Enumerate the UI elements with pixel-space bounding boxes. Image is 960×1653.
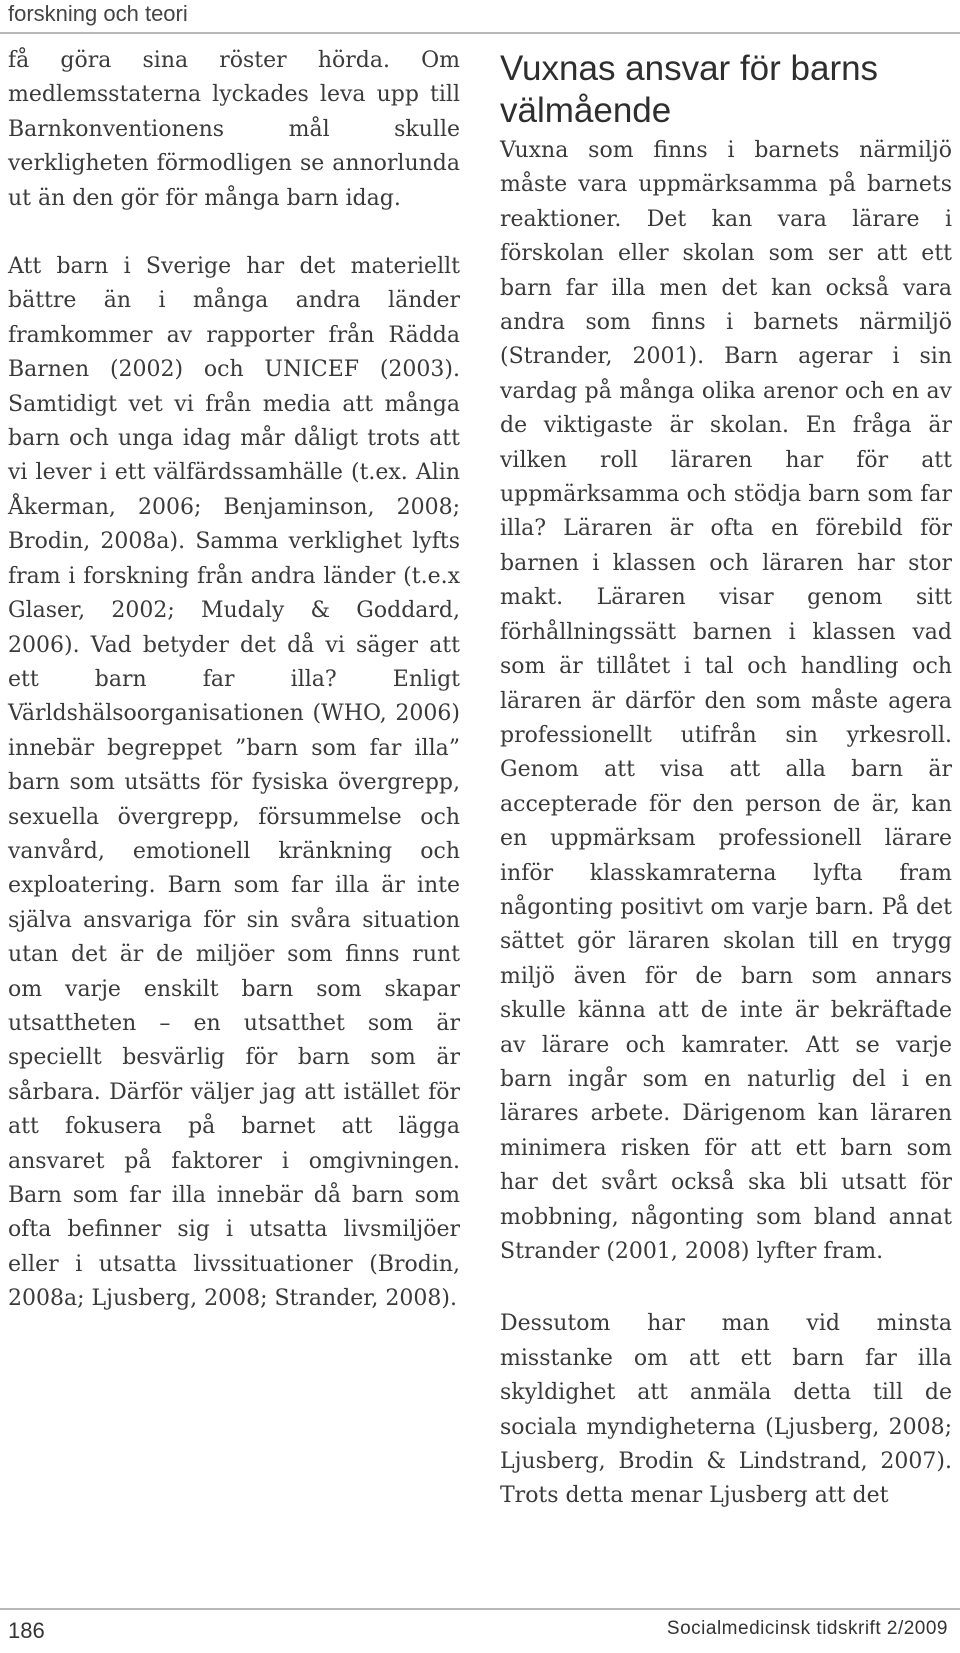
body-paragraph: Vuxna som finns i barnets närmiljö måste vara uppmärksamma på barnets reaktioner. Det kan vara lärare i förskolan eller skolan som ser att ett barn far illa men det kan också vara andra som finns i barnets närmiljö (Strander, 2001). Barn agerar i sin vardag på många olika arenor och en av de viktigaste är skolan. En fråga är vilken roll läraren har för att uppmärksamma och stödja barn som far illa? Läraren är ofta en förebild för barnen i klassen och läraren har stor makt. Läraren visar genom sitt förhållningssätt barnen i klassen vad som är tillåtet i tal och handling och läraren är därför den som måste agera professionellt utifrån sin yrkesroll. Genom att visa att alla barn är accepterade för den person de är, kan en uppmärksam professionell lärare inför klasskamraterna lyfta fram någonting positivt om varje barn. På det sättet gör läraren skolan till en trygg miljö även för de barn som annars skulle känna att de inte är bekräftade av lärare och kamrater. Att se varje barn ingår som en naturlig del i en lärares arbete. Därigenom kan läraren minimera risken för att ett barn som har det svårt också ska bli utsatt för mobbning, någonting som bland annat Strander (2001, 2008) lyfter fram. xyxy=(500,138,952,1264)
right-column xyxy=(500,48,952,1514)
body-paragraph: Dessutom har man vid minsta misstanke om att ett barn far illa skyldighet att anmäla detta till de sociala myndigheterna (Ljusberg, 2008; Ljusberg, Brodin & Lindstrand, 2007). Trots detta menar Ljusberg att det xyxy=(500,1311,952,1509)
page-number: 186 xyxy=(8,1618,45,1643)
journal-name: Socialmedicinsk tidskrift 2/2009 xyxy=(666,1618,948,1639)
left-column xyxy=(8,44,460,1317)
body-paragraph: få göra sina röster hörda. Om medlemsstaterna lyckades leva upp till Barnkonventionens mål skulle verkligheten förmodligen se annorlunda ut än den gör för många barn idag. xyxy=(8,48,460,211)
running-head: forskning och teori xyxy=(8,1,188,26)
body-paragraph: Att barn i Sverige har det materiellt bättre än i många andra länder framkommer av rapporter från Rädda Barnen (2002) och UNICEF (2003). Samtidigt vet vi från media att många barn och unga idag mår dåligt trots att vi lever i ett välfärdssamhälle (t.ex. Alin Åkerman, 2006; Benjaminson, 2008; Brodin, 2008a). Samma verklighet lyfts fram i forskning från andra länder (t.e.x Glaser, 2002; Mudaly & Goddard, 2006). Vad betyder det då vi säger att ett barn far illa? Enligt Världshälsoorganisationen (WHO, 2006) innebär begreppet ”barn som far illa” barn som utsätts för fysiska övergrepp, sexuella övergrepp, försummelse och vanvård, emotionell kränkning och exploatering. Barn som far illa är inte själva ansvariga för sin svåra situation utan det är de miljöer som finns runt om varje enskilt barn som skapar utsattheten – en utsatthet som är speciellt besvärlig för barn som är sårbara. Därför väljer jag att istället för att fokusera på barnet att lägga ansvaret på faktorer i omgivningen. Barn som far illa innebär då barn som ofta befinner sig i utsatta livsmiljöer eller i utsatta livssituationer (Brodin, 2008a; Ljusberg, 2008; Strander, 2008). xyxy=(8,254,460,1312)
header-rule xyxy=(0,32,960,34)
section-heading: Vuxnas ansvar för barns välmående xyxy=(500,49,879,130)
footer-rule xyxy=(0,1608,960,1610)
